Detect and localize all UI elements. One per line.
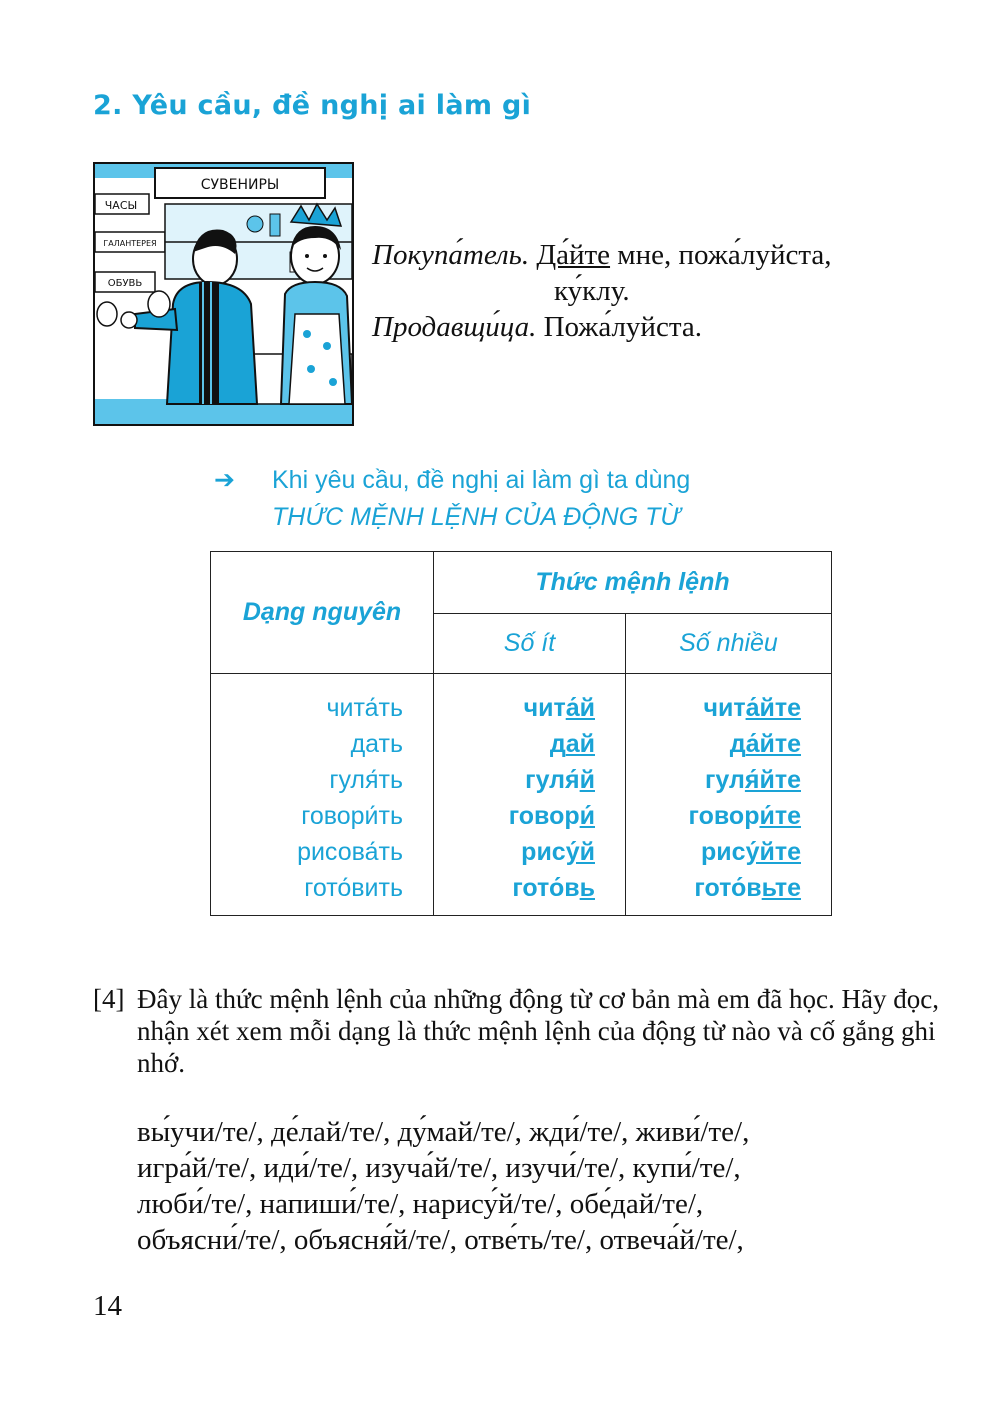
word-list-line: вы́учи/те/, де́лай/те/, ду́май/те/, жди́/те/, живи́/те/, <box>137 1116 750 1148</box>
buyer-role: Покупа́тель. <box>372 239 530 271</box>
note-line-2: THỨC MỆNH LỆNH CỦA ĐỘNG TỪ <box>272 503 681 531</box>
plural-form: гото́вьте <box>694 874 801 902</box>
sign-souvenirs: СУВЕНИРЫ <box>200 177 280 193</box>
singular-form: гото́вь <box>512 874 595 902</box>
section-title: 2. Yêu cầu, đề nghị ai làm gì <box>93 90 532 121</box>
singular-form: чита́й <box>523 694 595 722</box>
note-line-1: Khi yêu cầu, đề nghị ai làm gì ta dùng <box>272 466 691 494</box>
sign-shoes: ОБУВЬ <box>107 278 143 289</box>
singular-form: гуля́й <box>525 766 595 794</box>
buyer-line <box>372 237 972 273</box>
base-forms-cell <box>211 674 434 916</box>
header-plural: Số nhiều <box>626 614 832 674</box>
buyer-line-2: ку́клу. <box>554 275 630 307</box>
header-imperative: Thức mệnh lệnh <box>434 552 832 614</box>
sign-watches: ЧАСЫ <box>104 199 138 212</box>
seller-line <box>372 309 972 345</box>
base-form: дать <box>350 730 403 758</box>
plural-form: гуля́йте <box>705 766 801 794</box>
sign-haberdashery: ГАЛАНТЕРЕЯ <box>103 239 157 248</box>
base-form: говори́ть <box>301 802 403 830</box>
plural-forms-cell <box>626 674 832 916</box>
singular-forms-cell <box>434 674 626 916</box>
base-form: гуля́ть <box>329 766 403 794</box>
plural-form: рису́йте <box>701 838 801 866</box>
dialogue <box>372 237 972 345</box>
word-list-line: люби́/те/, напиши́/те/, нарису́й/те/, обе́дай/те/, <box>137 1188 704 1220</box>
page-number: 14 <box>93 1290 122 1322</box>
base-form: рисова́ть <box>297 838 403 866</box>
plural-form: говори́те <box>688 802 801 830</box>
imperative-word-list <box>137 1114 977 1258</box>
word-list-line: игра́й/те/, иди́/те/, изуча́й/те/, изучи́/те/, купи́/те/, <box>137 1152 741 1184</box>
buyer-rest: мне, пожа́луйста, <box>610 239 832 271</box>
exercise-instructions: Đây là thức mệnh lệnh của những động từ cơ bản mà em đã học. Hãy đọc, nhận xét xem mỗi dạng là thức mệnh lệnh của động từ nào và cố gắng ghi nhớ. <box>137 984 939 1078</box>
plural-form: да́йте <box>729 730 801 758</box>
plural-form: чита́йте <box>703 694 801 722</box>
seller-role: Продавщи́ца. <box>372 311 537 343</box>
base-form: чита́ть <box>326 694 403 722</box>
buyer-verb: Да́йте <box>536 239 611 271</box>
arrow-right-icon: ➔ <box>214 466 235 494</box>
header-base-form: Dạng nguyên <box>211 552 434 674</box>
seller-text: Пожа́луйста. <box>536 311 702 343</box>
word-list-line: объясни́/те/, объясня́й/те/, отве́ть/те/, отвеча́й/те/, <box>137 1224 744 1256</box>
singular-form: говори́ <box>508 802 595 830</box>
singular-form: рису́й <box>521 838 595 866</box>
base-form: гото́вить <box>304 874 403 902</box>
shop-illustration <box>93 162 354 426</box>
exercise-number: [4] <box>93 984 125 1014</box>
imperative-table <box>210 551 832 916</box>
singular-form: дай <box>549 730 595 758</box>
header-singular: Số ít <box>434 614 626 674</box>
